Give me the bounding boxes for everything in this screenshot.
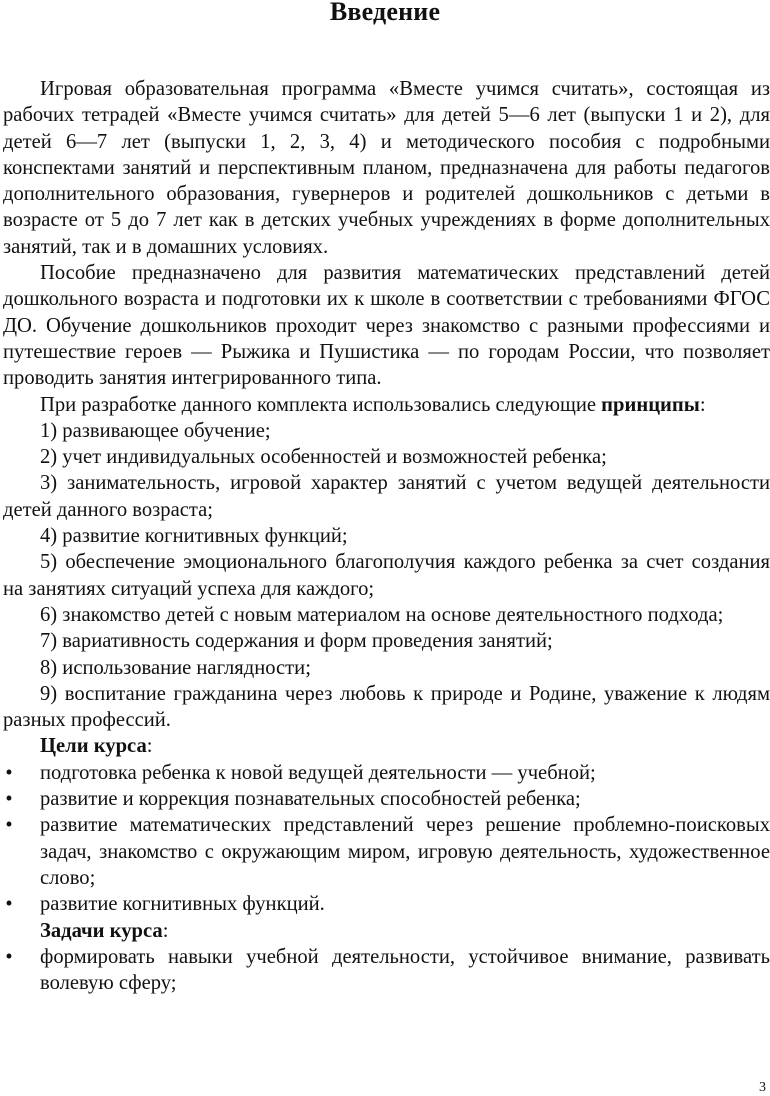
goal-item-text: развитие математических представлений через решение проблемно-поисковых задач, знакомство с окружающим миром, игровую деятельность, художественное слово; [40,814,770,889]
paragraph-intro: Игровая образовательная программа «Вместе учимся считать», состоящая из рабочих тетрадей «Вместе учимся считать» для детей 5—6 лет (выпуски 1 и 2), для детей 6—7 лет (выпуски 1, 2, 3, 4) и методического пособия с подробными конспектами занятий и перспективным планом, предназначена для работы педагогов дополнительного образования, гувернеров и родителей дошкольников с детьми в возрасте от 5 до 7 лет как в детских учебных учреждениях в форме дополнительных занятий, так и в домашних условиях. [3,78,770,258]
goal-item-text: развитие и коррекция познавательных способностей ребенка; [40,788,581,811]
principle-item: 7) вариативность содержания и форм проведения занятий; [40,630,553,653]
goals-heading-colon: : [146,735,153,758]
goal-item-text: подготовка ребенка к новой ведущей деятельности — учебной; [40,761,596,784]
goal-item [3,786,770,812]
principle-item: 9) воспитание гражданина через любовь к природе и Родине, уважение к людям разных профессий. [3,682,770,732]
principle-item: 8) использование наглядности; [40,656,311,679]
goals-heading-text: Цели курса [40,735,147,758]
task-item [3,944,770,997]
principle-item: 5) обеспечение эмоционального благополучия каждого ребенка за счет создания на занятиях ситуаций успеха для каждого; [3,551,770,600]
goal-item-text: развитие когнитивных функций. [40,893,325,916]
principle-item: 1) развивающее обучение; [40,419,271,442]
document-body [3,76,770,996]
bullet-icon: • [5,788,13,811]
goal-item [3,760,770,786]
principle-item: 4) развитие когнитивных функций; [40,525,348,548]
goals-heading [3,733,770,759]
principle-item: 3) занимательность, игровой характер занятий с учетом ведущей деятельности детей данного возраста; [3,472,770,521]
goal-item [3,812,770,891]
bullet-icon: • [5,814,13,837]
page-title: Введение [329,0,441,26]
principles-intro-text: При разработке данного комплекта использовались следующие [40,393,602,416]
tasks-heading-text: Задачи курса [40,919,163,942]
page-number: 3 [759,1080,766,1095]
principle-item: 6) знакомство детей с новым материалом на основе деятельностного подхода; [40,603,724,626]
bullet-icon: • [5,893,13,916]
paragraph-purpose: Пособие предназначено для развития математических представлений детей дошкольного возраста и подготовки их к школе в соответствии с требованиями ФГОС ДО. Обучение дошкольников проходит через знакомство с разными профессиями и путешествие героев — Рыжика и Пушистика — по городам России, что позволяет проводить занятия интегрированного типа. [3,262,770,390]
tasks-heading [3,918,770,944]
principles-intro-bold: принципы [601,393,700,416]
principles-intro-colon: : [699,393,706,416]
bullet-icon: • [5,945,13,968]
bullet-icon: • [5,761,13,784]
tasks-heading-colon: : [162,919,169,942]
principle-item: 2) учет индивидуальных особенностей и возможностей ребенка; [40,446,607,469]
task-item-text: формировать навыки учебной деятельности, устойчивое внимание, развивать волевую сферу; [40,945,770,995]
goal-item [3,891,770,917]
principles-intro [3,392,770,418]
